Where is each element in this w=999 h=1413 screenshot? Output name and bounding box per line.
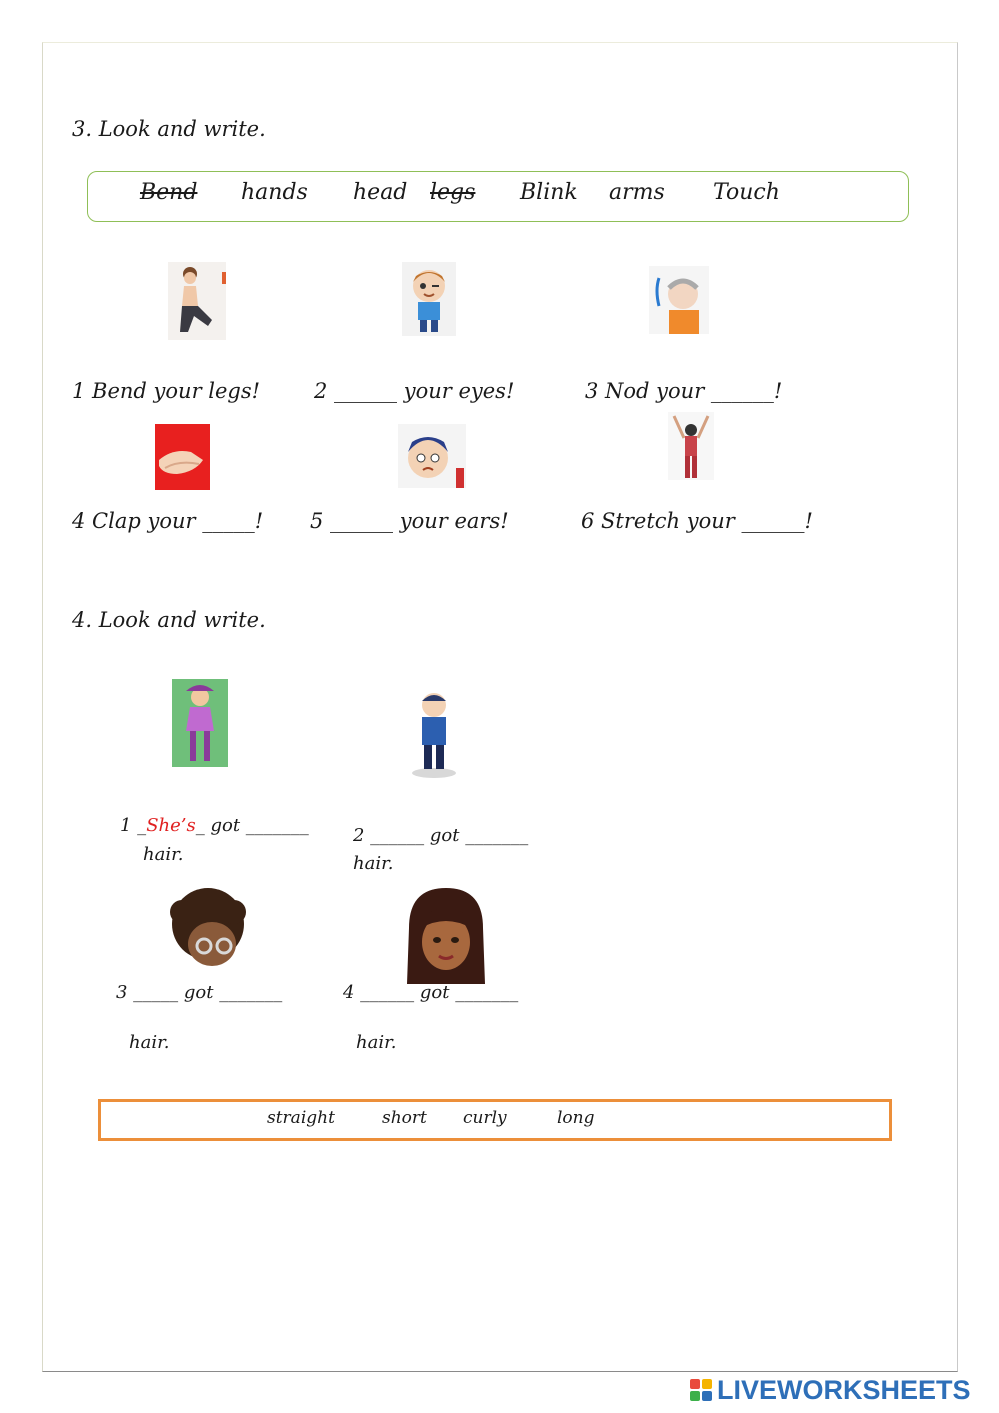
item-1-tail: hair. [143,844,184,865]
girl-purple-hat-picture [172,679,228,767]
exercise-3-heading: 3. Look and write. [72,117,266,141]
boy-touching-ear-picture [398,424,466,488]
curly-hair-boy-picture [158,888,258,976]
logo-mark-icon [690,1379,712,1401]
exercise-3-word-bank [87,171,909,222]
word-bank-item: short [382,1108,427,1128]
sentence-5[interactable]: 5 ______ your ears! [310,509,509,533]
word-bank-item: curly [463,1108,507,1128]
exercise-4-heading: 4. Look and write. [72,608,266,632]
boy-blinking-picture [402,262,456,336]
old-man-nodding-picture [649,266,709,334]
clapping-hands-picture [155,424,210,490]
word-bank-item: long [557,1108,595,1128]
item-4-line[interactable]: 4 ______ got _______ [343,982,519,1003]
long-hair-girl-picture [403,888,489,986]
sentence-6[interactable]: 6 Stretch your ______! [581,509,813,533]
item-2-line[interactable]: 2 ______ got _______ [353,825,529,846]
word-bank-item: arms [609,180,665,205]
word-bank-item: Blink [520,180,578,205]
item-1-line[interactable] [120,815,309,836]
liveworksheets-logo [690,1375,971,1405]
item-3-tail: hair. [129,1032,170,1053]
sentence-2[interactable]: 2 ______ your eyes! [314,379,515,403]
item-1-suffix: _ got _______ [195,815,309,836]
sentence-3[interactable]: 3 Nod your ______! [585,379,783,403]
word-bank-item: hands [241,180,308,205]
item-3-line[interactable]: 3 _____ got _______ [116,982,283,1003]
logo-text: LIVEWORKSHEETS [717,1374,971,1405]
boy-blue-jacket-picture [406,687,462,779]
sentence-4[interactable]: 4 Clap your _____! [72,509,264,533]
kneeling-girl-picture [168,262,226,340]
word-bank-item: straight [267,1108,335,1128]
word-bank-item: Bend [140,180,198,205]
word-bank-item: legs [430,180,476,205]
word-bank-item: Touch [713,180,780,205]
item-4-tail: hair. [356,1032,397,1053]
word-bank-item: head [353,180,408,205]
sentence-1: 1 Bend your legs! [72,379,261,403]
item-2-tail: hair. [353,853,394,874]
man-stretching-picture [668,412,714,480]
item-1-prefix: 1 _ [120,815,147,836]
item-1-answer: She’s [146,815,196,836]
